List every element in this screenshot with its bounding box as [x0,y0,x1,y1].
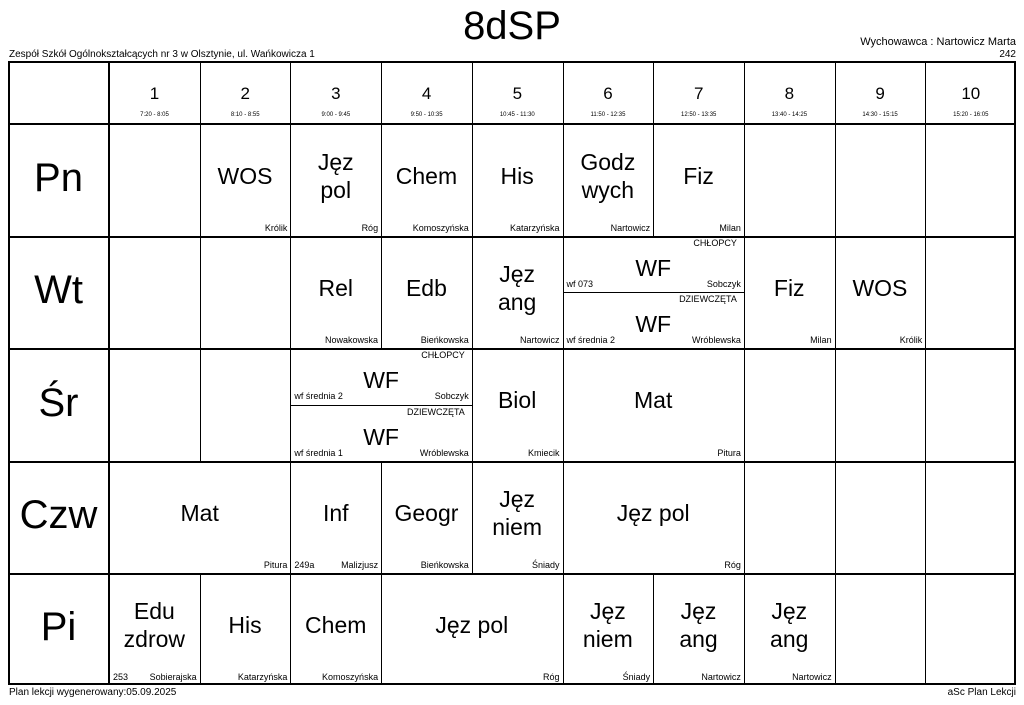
lesson-cell [653,573,744,685]
cell-divider [835,573,836,685]
lesson-teacher: Katarzyńska [237,671,288,682]
lesson-subject [200,162,291,190]
period-time: 11:50 - 12:35 [590,112,626,118]
lesson-subject [290,274,381,302]
day-label: Pi [40,604,77,649]
lesson-subject [200,611,291,639]
lesson-teacher: Katarzyńska [509,223,560,234]
app-credit: aSc Plan Lekcji [947,687,1016,698]
day-label: Czw [19,492,98,537]
lesson-teacher: Pitura [717,447,741,458]
lesson-subject-line: niem [582,625,633,652]
lesson-teacher: Róg [724,559,741,570]
period-divider [835,61,836,124]
lesson-cell [381,573,562,685]
lesson-teacher: Pitura [263,559,288,570]
lesson-teacher: Kmiecik [527,447,560,458]
lesson-subject [290,423,471,451]
lesson-subject-line: Jęz [317,149,354,176]
lesson-teacher: Milan [719,223,741,234]
lesson-cell [563,292,744,348]
lesson-group: DZIEWCZĘTA [679,294,737,305]
lesson-cell [109,573,200,685]
lesson-group: CHŁOPCY [693,238,737,249]
school-name: Zespół Szkół Ogólnokształcących nr 3 w Olsztynie, ul. Wańkowicza 1 [9,49,315,60]
lesson-subject [472,485,563,541]
lesson-subject [109,597,200,653]
period-time: 13:40 - 14:25 [771,112,808,118]
lesson-subject-line: Jęz pol [435,611,509,638]
lesson-cell [835,236,926,348]
lesson-cell [200,573,291,685]
lesson-teacher: Królik [264,223,288,234]
lesson-subject-line: WOS [217,163,273,190]
lesson-subject-line: Jęz [680,597,717,624]
lesson-subject [381,274,472,302]
lesson-subject [744,597,835,653]
lesson-teacher: Wróblewska [692,335,741,346]
lesson-teacher: Sobierajska [149,671,197,682]
lesson-cell [563,348,744,460]
lesson-teacher: Sobczyk [706,279,741,290]
lesson-subject-line: Jęz [499,261,536,288]
lesson-teacher: Nartowicz [610,223,651,234]
lesson-subject [563,148,654,204]
lesson-teacher: Śniady [622,671,651,682]
lesson-cell [563,573,654,685]
lesson-subject-line: Fiz [683,163,714,190]
cell-divider [925,573,926,685]
lesson-subject [290,499,381,527]
cell-divider [925,348,926,460]
cell-divider [200,348,201,460]
cell-divider [744,461,745,573]
lesson-subject-line: Biol [497,387,537,414]
cell-divider [835,348,836,460]
period-number: 10 [961,84,981,103]
lesson-cell [563,236,744,292]
lesson-cell [563,124,654,236]
lesson-cell [290,573,381,685]
lesson-cell [290,461,381,573]
lesson-group: CHŁOPCY [421,350,465,361]
lesson-subject-line: Jęz [771,597,808,624]
lesson-teacher: Róg [361,223,379,234]
lesson-subject-line: Chem [395,163,458,190]
homeroom-teacher: Wychowawca : Nartowicz Marta [860,36,1016,48]
grid-border-top [8,61,1016,63]
period-time: 9:00 - 9:45 [321,112,351,118]
lesson-subject [563,254,744,282]
lesson-subject-line: Jęz [499,485,536,512]
lesson-subject-line: Jęz [589,597,626,624]
lesson-subject-line: WOS [852,275,908,302]
period-time: 12:50 - 13:35 [681,112,717,118]
lesson-subject-line: zdrow [123,625,186,652]
lesson-subject-line: Chem [305,611,367,638]
lesson-subject-line: Mat [180,499,219,526]
lesson-group: DZIEWCZĘTA [406,406,465,417]
lesson-subject [290,148,381,204]
generated-date: Plan lekcji wygenerowany:05.09.2025 [9,687,177,698]
lesson-teacher: Nartowicz [519,335,560,346]
day-label: Śr [38,380,79,425]
lesson-subject-line: niem [492,513,543,540]
lesson-room: 253 [113,671,129,682]
lesson-subject-line: WF [635,255,672,282]
lesson-subject [472,162,563,190]
period-number: 9 [875,84,885,103]
period-divider [653,61,654,124]
lesson-teacher: Malizjusz [341,559,379,570]
lesson-subject [563,499,744,527]
cell-divider [835,124,836,236]
cell-divider [200,236,201,348]
lesson-subject [744,274,835,302]
lesson-subject-line: Godz [580,149,636,176]
cell-divider [744,348,745,460]
lesson-subject [563,597,654,653]
lesson-subject-line: Jęz pol [616,499,690,526]
lesson-subject [381,499,472,527]
period-time: 15:20 - 16:05 [953,112,989,118]
period-divider [744,61,745,124]
lesson-cell [290,236,381,348]
cell-divider [925,124,926,236]
cell-divider [744,124,745,236]
lesson-subject [472,260,563,316]
lesson-teacher: Śniady [531,559,560,570]
lesson-cell [744,573,835,685]
grid-border-left [8,61,10,685]
lesson-teacher: Nartowicz [701,671,741,682]
period-number: 6 [603,84,613,103]
lesson-subject-line: Edb [405,275,447,302]
lesson-subject-line: wych [581,177,635,204]
period-number: 1 [149,84,160,103]
lesson-subject-line: Edu [133,597,175,624]
lesson-teacher: Komoszyńska [322,671,379,682]
lesson-cell [472,236,563,348]
cell-divider [835,461,836,573]
lesson-subject [563,310,744,338]
period-number: 2 [240,84,250,103]
lesson-teacher: Sobczyk [434,391,469,402]
lesson-subject [653,162,744,190]
lesson-subject-line: Fiz [773,275,805,302]
lesson-subject [109,499,290,527]
lesson-room: wf średnia 1 [294,447,343,458]
lesson-subject-line: His [500,163,534,190]
lesson-teacher: Milan [810,335,832,346]
lesson-room: wf średnia 2 [294,391,343,402]
lesson-subject-line: WF [363,367,399,394]
lesson-subject [472,386,563,414]
period-number: 3 [331,84,341,103]
lesson-subject-line: ang [679,625,718,652]
lesson-cell [109,461,290,573]
lesson-cell [290,405,471,461]
day-label: Pn [34,156,83,201]
lesson-subject-line: Inf [322,499,349,526]
lesson-teacher: Królik [899,335,923,346]
period-time: 7:20 - 8:05 [140,112,169,118]
lesson-subject-line: ang [497,289,537,316]
lesson-room: wf 073 [566,279,594,290]
period-divider [472,61,473,124]
period-time: 14:30 - 15:15 [862,112,898,118]
lesson-cell [381,236,472,348]
period-time: 10:45 - 11:30 [499,112,535,118]
period-divider [200,61,201,124]
period-divider [381,61,382,124]
lesson-subject [835,274,926,302]
cell-divider [925,461,926,573]
class-title: 8dSP [463,4,561,48]
lesson-teacher: Nowakowska [325,335,379,346]
lesson-cell [563,461,744,573]
lesson-teacher: Bieńkowska [420,335,469,346]
lesson-cell [290,348,471,404]
lesson-subject-line: His [228,611,262,638]
period-number: 8 [784,84,795,103]
lesson-subject [563,386,744,414]
day-label: Wt [34,268,83,313]
lesson-cell [290,124,381,236]
timetable-grid [8,61,1016,685]
lesson-subject-line: pol [320,177,352,204]
period-divider [290,61,291,124]
period-time: 8:10 - 8:55 [230,112,260,118]
cell-divider [925,236,926,348]
lesson-teacher: Wróblewska [419,447,469,458]
lesson-cell [200,124,291,236]
lesson-cell [472,461,563,573]
room-number: 242 [999,49,1016,60]
lesson-cell [381,461,472,573]
period-divider [563,61,564,124]
lesson-cell [744,236,835,348]
lesson-teacher: Róg [542,671,560,682]
period-time: 9:50 - 10:35 [410,112,443,118]
lesson-subject [381,611,562,639]
lesson-room: wf średnia 2 [566,335,616,346]
period-number: 5 [512,84,523,103]
grid-border-right [1014,61,1016,685]
lesson-subject-line: Mat [634,387,673,414]
lesson-subject-line: WF [363,423,399,450]
lesson-teacher: Komoszyńska [412,223,469,234]
lesson-subject [381,162,472,190]
lesson-subject [290,611,381,639]
period-number: 4 [421,84,432,103]
lesson-cell [381,124,472,236]
lesson-subject-line: WF [635,311,672,338]
lesson-cell [472,124,563,236]
lesson-subject-line: Geogr [394,499,459,526]
period-number: 7 [693,84,704,103]
lesson-teacher: Bieńkowska [420,559,469,570]
lesson-cell [472,348,563,460]
period-divider [925,61,926,124]
lesson-subject [653,597,744,653]
lesson-subject [290,366,471,394]
lesson-subject-line: ang [770,625,809,652]
lesson-room: 249a [294,559,315,570]
lesson-teacher: Nartowicz [792,671,832,682]
lesson-cell [653,124,744,236]
lesson-subject-line: Rel [318,275,353,302]
